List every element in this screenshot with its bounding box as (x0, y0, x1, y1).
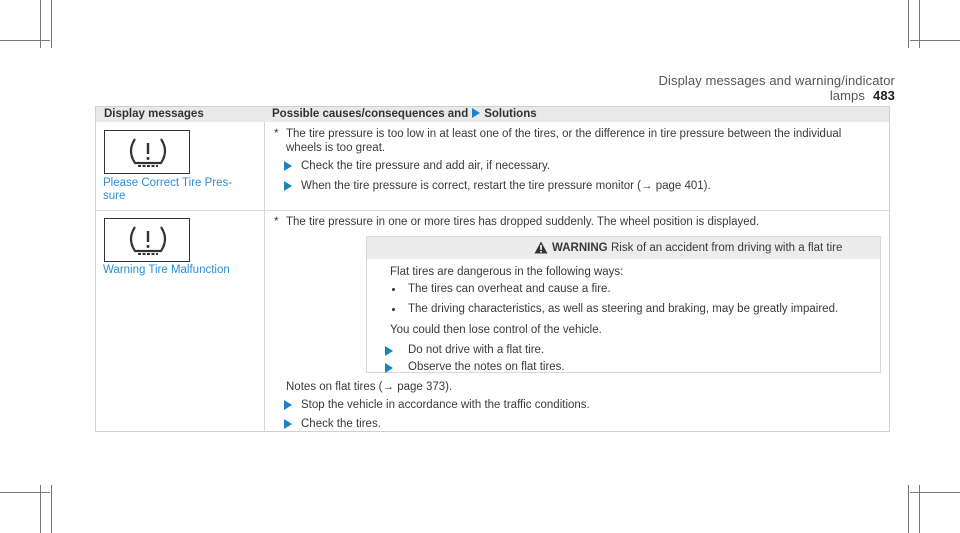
warning-header (367, 237, 880, 259)
row-divider (96, 210, 889, 211)
step-check-tire-pressure: Check the tire pressure and add air, if necessary. (301, 160, 551, 172)
warning-bullet: The tires can overheat and cause a fire. (408, 283, 611, 295)
step-arrow-icon (385, 346, 393, 356)
column-header-causes: Possible causes/consequences and Solutions (272, 108, 537, 120)
crop-mark (51, 0, 52, 48)
warning-step: Observe the notes on flat tires. (408, 361, 565, 373)
page-number: 483 (873, 88, 895, 103)
message-warning-tire-malfunction: Warning Tire Malfunction (103, 264, 230, 276)
step-arrow-icon (385, 363, 393, 373)
step-arrow-icon (284, 161, 292, 171)
crop-mark (0, 40, 50, 41)
crop-mark (910, 492, 960, 493)
step-stop-vehicle: Stop the vehicle in accordance with the traffic conditions. (301, 399, 590, 411)
warning-triangle-icon (534, 241, 548, 254)
step-arrow-icon (284, 419, 292, 429)
warning-intro: Flat tires are dangerous in the following ways: (390, 266, 624, 278)
table-header (96, 107, 889, 122)
crop-mark (908, 485, 909, 533)
warning-label: WARNING (552, 242, 608, 254)
crop-mark (910, 40, 960, 41)
crop-mark (908, 0, 909, 48)
step-arrow-icon (284, 181, 292, 191)
bullet-icon (392, 288, 395, 291)
tpms-warning-icon (104, 130, 190, 174)
bullet-icon (392, 308, 395, 311)
column-divider (264, 122, 265, 431)
step-arrow-icon (284, 400, 292, 410)
step-restart-tire-pressure-monitor: When the tire pressure is correct, restart the tire pressure monitor (→ page 401). (301, 180, 711, 192)
display-messages-table (95, 106, 890, 432)
column-header-display-messages: Display messages (104, 108, 204, 120)
warning-step: Do not drive with a flat tire. (408, 344, 545, 356)
step-check-tires: Check the tires. (301, 418, 381, 430)
footnote-mark: * (274, 128, 279, 140)
running-header (600, 73, 895, 103)
cause-text: The tire pressure in one or more tires has dropped suddenly. The wheel position is displayed. (286, 216, 760, 228)
warning-box (366, 236, 881, 373)
footnote-mark: * (274, 216, 279, 228)
solution-arrow-icon (472, 108, 480, 118)
warning-title: Risk of an accident from driving with a flat tire (611, 242, 843, 254)
cause-text: The tire pressure is too low in at least one of the tires, or the difference in tire pressure between the individual wheels is too great. (286, 128, 842, 154)
crop-mark (51, 485, 52, 533)
tpms-warning-icon (104, 218, 190, 262)
message-please-correct-tire-pressure: Please Correct Tire Pres- sure (103, 177, 233, 202)
running-header-title: Display messages and warning/indicator lamps (658, 73, 895, 103)
warning-bullet: The driving characteristics, as well as steering and braking, may be greatly impaired. (408, 303, 839, 315)
warning-consequence: You could then lose control of the vehicle. (390, 324, 602, 336)
crop-mark (0, 492, 50, 493)
notes-flat-tires-link[interactable]: Notes on flat tires (→ page 373). (286, 381, 453, 393)
